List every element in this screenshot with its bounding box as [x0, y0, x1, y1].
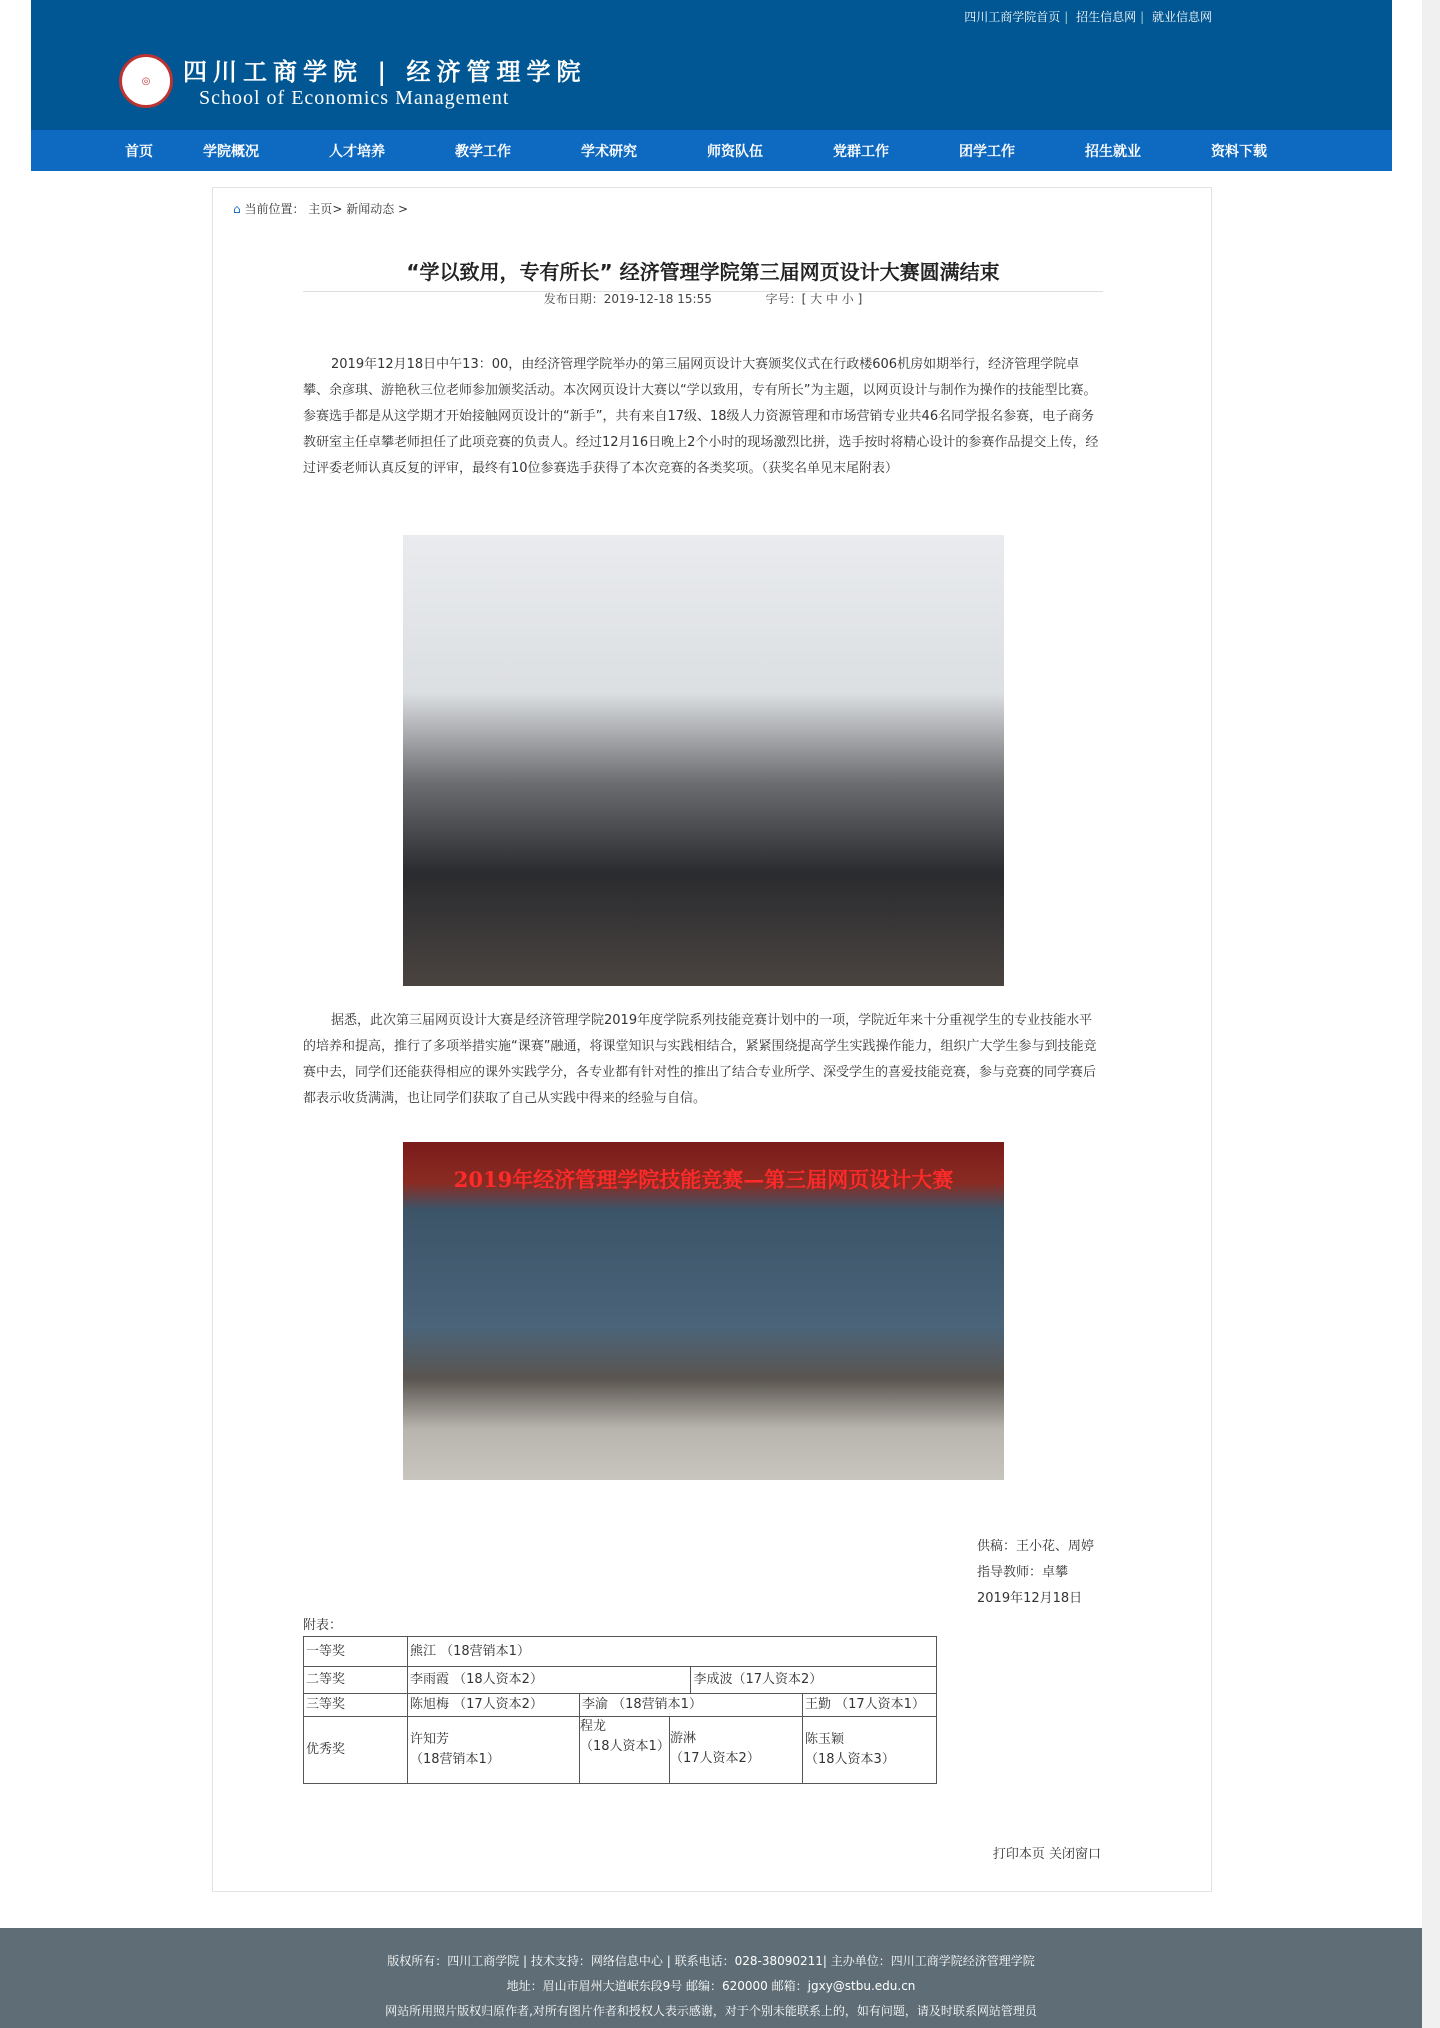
award-winner: 游淋 （17人资本2）	[670, 1731, 760, 1766]
article-actions	[993, 1843, 1101, 1862]
nav-talent[interactable]: 人才培养	[329, 143, 385, 160]
seal-icon: ◎	[119, 54, 173, 108]
article-title: “学以致用，专有所长” 经济管理学院第三届网页设计大赛圆满结束	[303, 256, 1103, 292]
table-row	[304, 1637, 937, 1667]
footer-notice: 网站所用照片版权归原作者,对所有图片作者和授权人表示感谢，对于个别未能联系上的，如有问题，请及时联系网站管理员	[385, 2004, 1037, 2018]
award-level: 三等奖	[304, 1694, 408, 1717]
breadcrumb-label: 当前位置：	[244, 202, 305, 216]
photo-group-award	[403, 1142, 1004, 1480]
table-row	[304, 1717, 937, 1784]
award-level: 一等奖	[304, 1637, 408, 1667]
award-winner: 许知芳 （18营销本1）	[408, 1717, 580, 1784]
footer-copyright: 版权所有：四川工商学院 | 技术支持：网络信息中心 | 联系电话：028-38090211| 主办单位：四川工商学院经济管理学院	[387, 1954, 1035, 1968]
print-link[interactable]: 打印本页	[992, 1847, 1045, 1862]
home-icon: ⌂	[233, 202, 241, 216]
table-row	[304, 1694, 937, 1717]
award-winner: 熊江 （18营销本1）	[408, 1637, 937, 1667]
award-winner: 程龙 （18人资本1）	[580, 1717, 670, 1783]
nav-downloads[interactable]: 资料下载	[1211, 143, 1267, 160]
awards-table	[303, 1636, 937, 1784]
logo-sub-cn: 经济管理学院	[406, 57, 587, 86]
credit-author: 供稿：王小花、周婷	[977, 1539, 1095, 1554]
article-paragraph: 据悉，此次第三届网页设计大赛是经济管理学院2019年度学院系列技能竞赛计划中的一项，学院近年来十分重视学生的专业技能水平的培养和提高，推行了多项举措实施“课赛”融通，将课堂知识与实践相结合，紧紧围绕提高学生实践操作能力，组织广大学生参与到技能竞赛中去，同学们还能获得相应的课外实践学分，各专业都有针对性的推出了结合专业所学、深受学生的喜爱技能竞赛，参与竞赛的同学赛后都表示收货满满，也让同学们获取了自己从实践中得来的经验与自信。	[303, 1013, 1097, 1106]
photo-classroom-competition	[403, 535, 1004, 986]
nav-recruit[interactable]: 招生就业	[1085, 143, 1141, 160]
photo-banner-text: 2019年经济管理学院技能竞赛—第三届网页设计大赛	[453, 1167, 954, 1192]
credit-date: 2019年12月18日	[977, 1591, 1083, 1606]
award-winner: 李渝 （18营销本1）	[580, 1694, 803, 1717]
breadcrumb-home[interactable]: 主页	[308, 202, 333, 216]
logo-cn: 四川工商学院	[183, 57, 363, 86]
site-logo[interactable]: ◎ 四川工商学院 | 经济管理学院 School of Economics Management	[119, 52, 586, 110]
nav-party[interactable]: 党群工作	[833, 143, 889, 160]
nav-league[interactable]: 团学工作	[959, 143, 1015, 160]
link-employment[interactable]: 就业信息网	[1151, 10, 1212, 24]
article-credits	[977, 1534, 1094, 1612]
article-paragraph: 2019年12月18日中午13：00，由经济管理学院举办的第三届网页设计大赛颁奖仪式在行政楼606机房如期举行，经济管理学院卓攀、余彦琪、游艳秋三位老师参加颁奖活动。本次网页设计大赛以“学以致用，专有所长”为主题，以网页设计与制作为操作的技能型比赛。参赛选手都是从这学期才开始接触网页设计的“新手”，共有来自17级、18级人力资源管理和市场营销专业共46名同学报名参赛，电子商务教研室主任卓攀老师担任了此项竞赛的负责人。经过12月16日晚上2个小时的现场激烈比拼，选手按时将精心设计的参赛作品提交上传，经过评委老师认真反复的评审，最终有10位参赛选手获得了本次竞赛的各类奖项。（获奖名单见末尾附表）	[303, 357, 1099, 476]
close-window-link[interactable]: 关闭窗口	[1048, 1847, 1101, 1862]
top-links: 四川工商学院首页 | 招生信息网 | 就业信息网	[964, 10, 1212, 24]
award-winner: 李雨霞 （18人资本2）	[408, 1667, 691, 1694]
appendix-label: 附表：	[303, 1618, 343, 1633]
breadcrumb-sep: >	[332, 202, 343, 216]
nav-home[interactable]: 首页	[125, 143, 153, 160]
link-university-home[interactable]: 四川工商学院首页	[964, 10, 1061, 24]
breadcrumb-sep: >	[398, 202, 409, 216]
nav-research[interactable]: 学术研究	[581, 143, 637, 160]
logo-en: School of Economics Management	[199, 87, 510, 109]
breadcrumb	[233, 200, 408, 217]
site-footer	[0, 1928, 1422, 2028]
breadcrumb-section[interactable]: 新闻动态	[346, 202, 395, 216]
award-winner: 王勤 （17人资本1）	[803, 1694, 937, 1717]
article-container	[212, 187, 1212, 1892]
link-admissions[interactable]: 招生信息网	[1076, 10, 1137, 24]
main-nav	[31, 130, 1392, 171]
nav-overview[interactable]: 学院概况	[203, 143, 259, 160]
nav-faculty[interactable]: 师资队伍	[707, 143, 763, 160]
publish-date: 发布日期：2019-12-18 15:55	[543, 292, 712, 306]
award-level: 二等奖	[304, 1667, 408, 1694]
credit-advisor: 指导教师：卓攀	[977, 1565, 1069, 1580]
nav-teaching[interactable]: 教学工作	[455, 143, 511, 160]
scrollbar[interactable]	[1422, 0, 1440, 2028]
site-header	[31, 0, 1392, 130]
award-winner: 陈玉颖 （18人资本3）	[803, 1717, 937, 1784]
font-size-control[interactable]: 字号：[ 大 中 小 ]	[765, 292, 863, 306]
award-winner: 李成波（17人资本2）	[691, 1667, 937, 1694]
table-row	[304, 1667, 937, 1694]
award-winner: 陈旭梅 （17人资本2）	[408, 1694, 580, 1717]
award-level: 优秀奖	[304, 1717, 408, 1784]
footer-address: 地址：眉山市眉州大道岷东段9号 邮编：620000 邮箱：jgxy@stbu.edu.cn	[506, 1979, 916, 1993]
award-pair	[580, 1717, 803, 1784]
article-meta	[303, 290, 1103, 307]
